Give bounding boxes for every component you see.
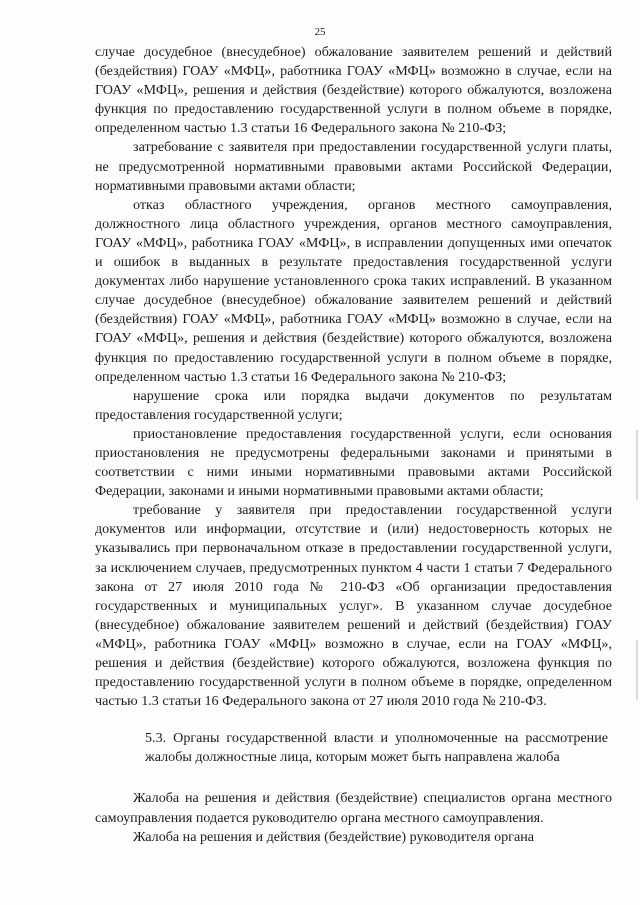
paragraph-document-requirement: требование у заявителя при предоставлении государственной услуги документов или информации, отсутствие и (или) недостоверность которых не указывались при первоначальном отказе в предоставлении государственной услуги, за исключением случаев, предусмотренных пунктом 4 части 1 статьи 7 Федерального закона от 27 июля 2010 года № 210-ФЗ «Об организации предоставления государственных и муниципальных услуг». В указанном случае досудебное (внесудебное) обжалование заявителем решений и действий (бездействия) ГОАУ «МФЦ», работника ГОАУ «МФЦ» возможно в случае, если на ГОАУ «МФЦ», решения и действия (бездействие) которого обжалуются, возложена функция по предоставлению государственной услуги в полном объеме в порядке, определенном частью 1.3 статьи 16 Федерального закона от 27 июля 2010 года № 210-ФЗ. — [95, 502, 612, 710]
paragraph-suspension: приостановление предоставления государственной услуги, если основания приостановления не предусмотрены федеральными законами и принятыми в соответствии с ними иными нормативными правовыми актами Российской Федерации, законами и иными нормативными правовыми актами области; — [95, 425, 612, 500]
scan-edge-mark — [636, 640, 638, 700]
section-heading: 5.3. Органы государственной власти и уполномоченные на рассмотрение жалобы должностные лица, которым может быть направлена жалоба — [145, 730, 608, 766]
paragraph-continuation: случае досудебное (внесудебное) обжалование заявителем решений и действий (бездействия) ГОАУ «МФЦ», работника ГОАУ «МФЦ» возможно в случае, если на ГОАУ «МФЦ», решения и действия (бездействие) которого обжалуются, возложена функция по предоставлению государственной услуги в полном объеме в порядке, определенном частью 1.3 статьи 16 Федерального закона № 210-ФЗ; — [95, 44, 612, 137]
paragraph-refusal-to-correct: отказ областного учреждения, органов местного самоуправления, должностного лица областного учреждения, органов местного самоуправления, ГОАУ «МФЦ», работника ГОАУ «МФЦ», в исправлении допущенных ими опечаток и ошибок в выданных в результате предоставления государственной услуги документах либо нарушение установленного срока таких исправлений. В указанном случае досудебное (внесудебное) обжалование заявителем решений и действий (бездействия) ГОАУ «МФЦ», работника ГОАУ «МФЦ» возможно в случае, если на ГОАУ «МФЦ», решения и действия (бездействие) которого обжалуются, возложена функция по предоставлению государственной услуги в полном объеме в порядке, определенном частью 1.3 статьи 16 Федерального закона № 210-ФЗ; — [95, 196, 612, 385]
page-number: 25 — [314, 26, 326, 38]
paragraph-complaint-head: Жалоба на решения и действия (бездействие) руководителя органа — [133, 828, 535, 845]
paragraph-issuance-violation: нарушение срока или порядка выдачи документов по результатам предоставления государственной услуги; — [95, 387, 612, 423]
scan-edge-mark — [636, 430, 638, 500]
document-body — [95, 43, 612, 847]
paragraph-complaint-specialists: Жалоба на решения и действия (бездействие) специалистов органа местного самоуправления подается руководителю органа местного самоуправления. — [95, 790, 612, 826]
paragraph-unlawful-fee: затребование с заявителя при предоставлении государственной услуги платы, не предусмотренной нормативными правовыми актами Российской Федерации, нормативными правовыми актами области; — [95, 139, 612, 194]
